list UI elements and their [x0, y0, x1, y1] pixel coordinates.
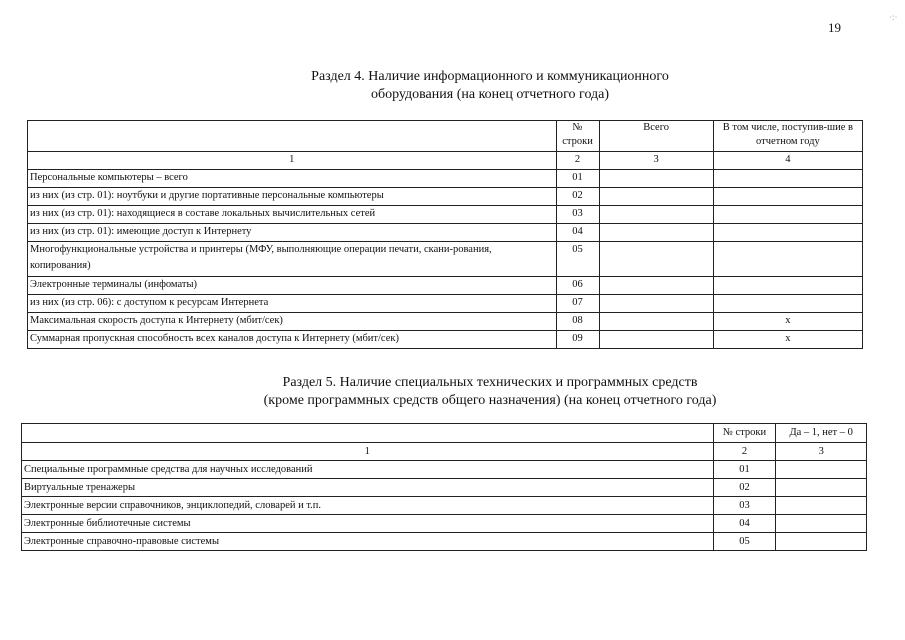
s4-header-line-number: № строки — [556, 121, 599, 152]
s5-header-description — [22, 424, 714, 443]
row-label: Электронные библиотечные системы — [22, 515, 714, 533]
s4-header-description — [28, 121, 557, 152]
section4-row — [28, 206, 863, 224]
section5-row — [22, 515, 867, 533]
section4-row — [28, 295, 863, 313]
section4-row — [28, 188, 863, 206]
total-cell[interactable] — [599, 188, 713, 206]
s4-header-new-this-year: В том числе, поступив-шие в отчетном году — [713, 121, 862, 152]
s5-header-line-number: № строки — [713, 424, 776, 443]
total-cell[interactable] — [599, 277, 713, 295]
section5-title — [170, 374, 810, 410]
yes-no-cell[interactable] — [776, 515, 867, 533]
section4-row — [28, 313, 863, 331]
row-label: Специальные программные средства для научных исследований — [22, 461, 714, 479]
section4-row — [28, 242, 863, 277]
section5-column-numbers-row — [22, 443, 867, 461]
section4-column-numbers-row — [28, 152, 863, 170]
yes-no-cell[interactable] — [776, 497, 867, 515]
row-number: 06 — [556, 277, 599, 295]
row-number: 03 — [556, 206, 599, 224]
new-this-year-cell[interactable]: x — [713, 313, 862, 331]
section5-title-line1: Раздел 5. Наличие специальных технических и программных средств — [282, 375, 698, 390]
row-number: 05 — [713, 533, 776, 551]
section5-row — [22, 479, 867, 497]
total-cell[interactable] — [599, 242, 713, 277]
s5-colnum-3: 3 — [776, 443, 867, 461]
s5-colnum-2: 2 — [713, 443, 776, 461]
section4-table — [27, 120, 863, 349]
row-label: из них (из стр. 01): имеющие доступ к Интернету — [28, 224, 557, 242]
page-number: 19 — [828, 20, 841, 35]
section5-row — [22, 461, 867, 479]
row-label: из них (из стр. 06): с доступом к ресурсам Интернета — [28, 295, 557, 313]
row-label: из них (из стр. 01): находящиеся в составе локальных вычислительных сетей — [28, 206, 557, 224]
s4-colnum-2: 2 — [556, 152, 599, 170]
row-number: 02 — [556, 188, 599, 206]
row-label: Многофункциональные устройства и принтеры (МФУ, выполняющие операции печати, скани-рования, копирования) — [28, 242, 557, 277]
section4-title — [220, 68, 760, 104]
row-number: 01 — [556, 170, 599, 188]
s5-header-yes-no: Да – 1, нет – 0 — [776, 424, 867, 443]
s4-colnum-1: 1 — [28, 152, 557, 170]
row-label: Электронные версии справочников, энциклопедий, словарей и т.п. — [22, 497, 714, 515]
row-number: 08 — [556, 313, 599, 331]
new-this-year-cell[interactable] — [713, 277, 862, 295]
yes-no-cell[interactable] — [776, 479, 867, 497]
total-cell[interactable] — [599, 331, 713, 349]
row-label: Электронные терминалы (инфоматы) — [28, 277, 557, 295]
total-cell[interactable] — [599, 206, 713, 224]
yes-no-cell[interactable] — [776, 461, 867, 479]
section4-header-row — [28, 121, 863, 152]
row-label: Персональные компьютеры – всего — [28, 170, 557, 188]
total-cell[interactable] — [599, 295, 713, 313]
new-this-year-cell[interactable] — [713, 242, 862, 277]
total-cell[interactable] — [599, 313, 713, 331]
section5-row — [22, 497, 867, 515]
new-this-year-cell[interactable] — [713, 206, 862, 224]
row-label: Максимальная скорость доступа к Интернету (мбит/сек) — [28, 313, 557, 331]
section5-table-body — [22, 443, 867, 551]
row-number: 03 — [713, 497, 776, 515]
section5-row — [22, 533, 867, 551]
row-number: 04 — [556, 224, 599, 242]
new-this-year-cell[interactable] — [713, 224, 862, 242]
section4-table-body — [28, 152, 863, 349]
section4-title-line1: Раздел 4. Наличие информационного и коммуникационного — [311, 69, 669, 84]
row-number: 01 — [713, 461, 776, 479]
total-cell[interactable] — [599, 170, 713, 188]
row-number: 05 — [556, 242, 599, 277]
row-label: Виртуальные тренажеры — [22, 479, 714, 497]
row-label: из них (из стр. 01): ноутбуки и другие портативные персональные компьютеры — [28, 188, 557, 206]
row-number: 02 — [713, 479, 776, 497]
corner-mark: ·:· — [889, 12, 898, 22]
row-number: 09 — [556, 331, 599, 349]
row-label: Суммарная пропускная способность всех каналов доступа к Интернету (мбит/сек) — [28, 331, 557, 349]
section4-title-line2: оборудования (на конец отчетного года) — [370, 87, 610, 102]
section4-row — [28, 224, 863, 242]
new-this-year-cell[interactable] — [713, 170, 862, 188]
s4-colnum-3: 3 — [599, 152, 713, 170]
new-this-year-cell[interactable]: x — [713, 331, 862, 349]
total-cell[interactable] — [599, 224, 713, 242]
section4-row — [28, 170, 863, 188]
section5-header-row — [22, 424, 867, 443]
row-number: 07 — [556, 295, 599, 313]
section4-row — [28, 331, 863, 349]
section4-row — [28, 277, 863, 295]
s4-colnum-4: 4 — [713, 152, 862, 170]
yes-no-cell[interactable] — [776, 533, 867, 551]
s5-colnum-1: 1 — [22, 443, 714, 461]
new-this-year-cell[interactable] — [713, 295, 862, 313]
new-this-year-cell[interactable] — [713, 188, 862, 206]
row-number: 04 — [713, 515, 776, 533]
s4-header-total: Всего — [599, 121, 713, 152]
section5-table — [21, 423, 867, 551]
row-label: Электронные справочно-правовые системы — [22, 533, 714, 551]
section5-title-line2: (кроме программных средств общего назначения) (на конец отчетного года) — [263, 393, 717, 408]
